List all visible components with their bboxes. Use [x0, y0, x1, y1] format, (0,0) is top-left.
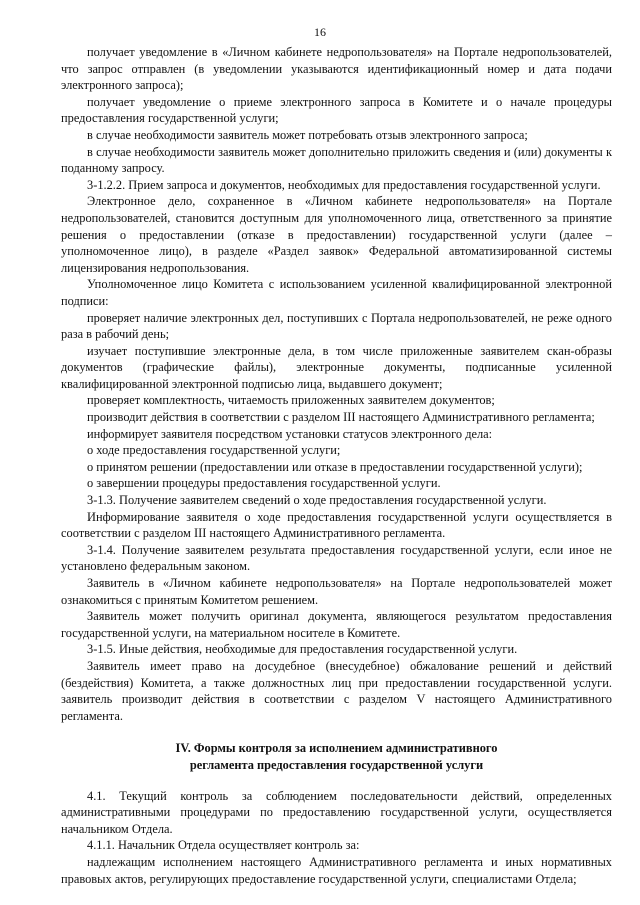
spacer [61, 724, 612, 740]
paragraph: Информирование заявителя о ходе предоставления государственной услуги осуществляется в соответствии с разделом III настоящего Административного регламента. [61, 509, 612, 541]
spacer [61, 774, 612, 788]
page-number: 16 [314, 25, 326, 39]
paragraph: в случае необходимости заявитель может дополнительно приложить сведения и (или) документы к поданному запросу. [61, 144, 612, 176]
section-heading-line-2: регламента предоставления государственной услуги [189, 757, 484, 772]
paragraph: Заявитель имеет право на досудебное (внесудебное) обжалование решений и действий (бездействия) Комитета, а также должностных лиц при предоставлении государственной услуги. заявитель производит действия в соответствии с разделом V настоящего Административного регламента. [61, 658, 612, 723]
paragraph: надлежащим исполнением настоящего Административного регламента и иных нормативных правовых актов, регулирующих предоставление государственной услуги, специалистами Отдела; [61, 854, 612, 886]
paragraph: проверяет наличие электронных дел, поступивших с Портала недропользователей, не реже одного раза в рабочий день; [61, 310, 612, 342]
paragraph: 4.1.1. Начальник Отдела осуществляет контроль за: [87, 838, 360, 853]
paragraph: 3-1.4. Получение заявителем результата предоставления государственной услуги, если иное не установлено федеральным законом. [61, 542, 612, 574]
paragraph: 3-1.3. Получение заявителем сведений о ходе предоставления государственной услуги. [87, 493, 547, 508]
paragraph: Электронное дело, сохраненное в «Личном кабинете недропользователя» на Портале недропользователей, становится доступным для уполномоченного лица, ответственного за принятие решения о предоставлении (отказе в предоставлении) государственной услуги (далее – уполномоченное лицо), в разделе «Раздел заявок» Федеральной автоматизированной системы лицензирования недропользования. [61, 194, 612, 275]
paragraph: в случае необходимости заявитель может потребовать отзыв электронного запроса; [87, 127, 528, 142]
paragraph: о принятом решении (предоставлении или отказе в предоставлении государственной услуги); [87, 459, 583, 474]
paragraph: проверяет комплектность, читаемость приложенных заявителем документов; [87, 393, 495, 408]
paragraph: информирует заявителя посредством установки статусов электронного дела: [87, 426, 493, 441]
paragraph: 4.1. Текущий контроль за соблюдением последовательности действий, определенных административными процедурами по предоставлению государственной услуги, осуществляется начальником Отдела. [61, 788, 612, 836]
paragraph: Заявитель может получить оригинал документа, являющегося результатом предоставления государственной услуги, на материальном носителе в Комитете. [61, 609, 612, 640]
paragraph: получает уведомление о приеме электронного запроса в Комитете и о начале процедуры предоставления государственной услуги; [61, 94, 612, 126]
document-body [61, 44, 612, 887]
section-heading-line-1: IV. Формы контроля за исполнением административного [175, 741, 498, 756]
paragraph: производит действия в соответствии с разделом III настоящего Административного регламента; [87, 410, 595, 425]
paragraph: 3-1.5. Иные действия, необходимые для предоставления государственной услуги. [87, 642, 518, 657]
paragraph: изучает поступившие электронные дела, в том числе приложенные заявителем скан-образы документов (графические файлы), электронные документы, подписанные усиленной квалифицированной электронной подписью лица, выдавшего документ; [61, 343, 612, 391]
paragraph: получает уведомление в «Личном кабинете недропользователя» на Портале недропользователей, что запрос отправлен (в уведомлении указываются идентификационный номер и дата подачи электронного запроса); [61, 45, 612, 93]
paragraph: Уполномоченное лицо Комитета с использованием усиленной квалифицированной электронной подписи: [61, 277, 612, 308]
paragraph: Заявитель в «Личном кабинете недропользователя» на Портале недропользователей может ознакомиться с принятым Комитетом решением. [61, 576, 612, 607]
paragraph: о завершении процедуры предоставления государственной услуги. [87, 476, 441, 491]
paragraph: о ходе предоставления государственной услуги; [87, 443, 341, 458]
paragraph: 3-1.2.2. Прием запроса и документов, необходимых для предоставления государственной услуги. [87, 177, 601, 192]
